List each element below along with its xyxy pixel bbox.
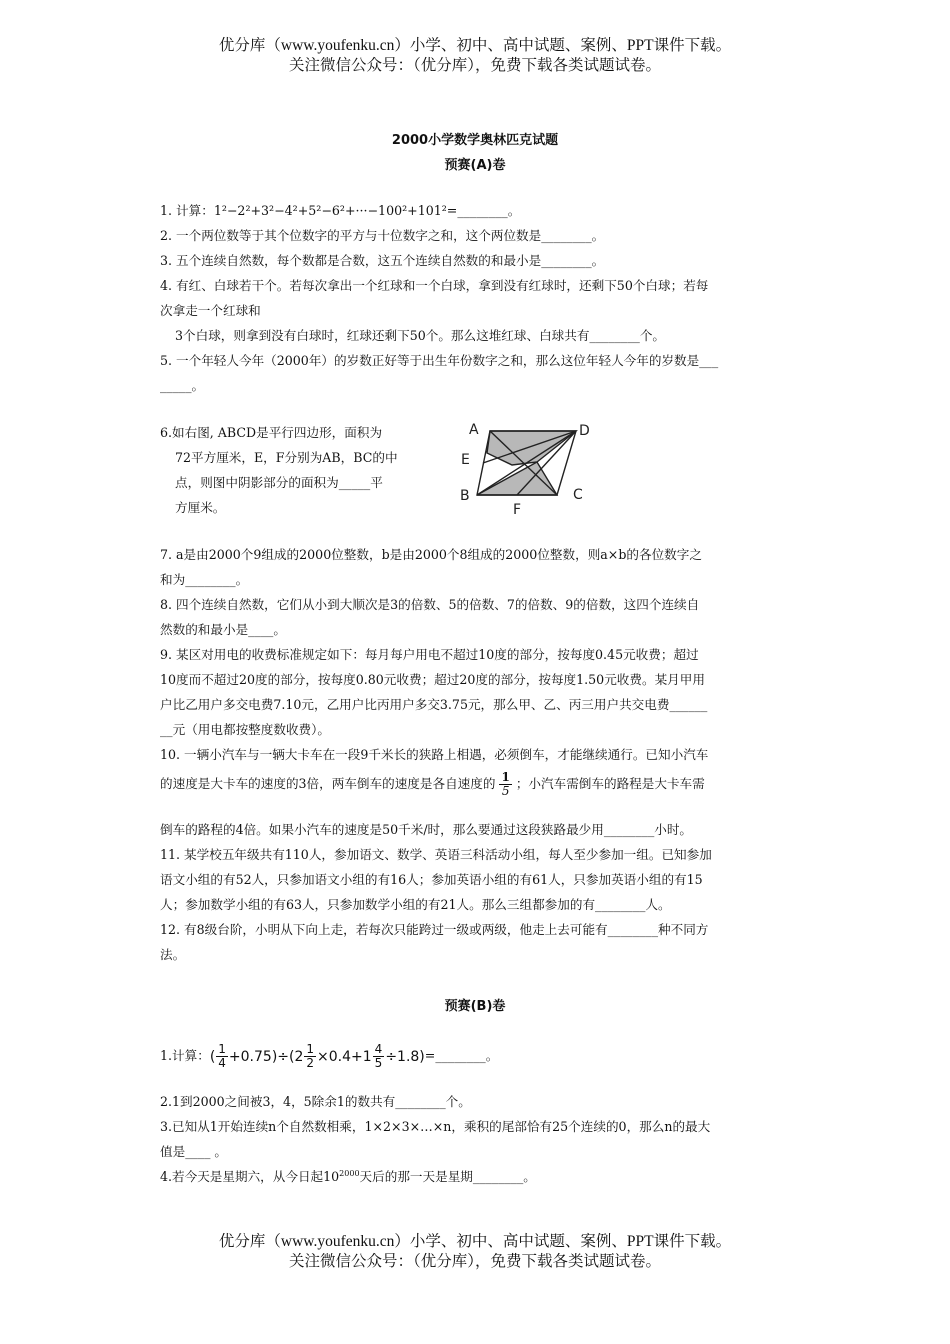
fraction-one-fifth — [499, 771, 511, 798]
label-a: A — [469, 422, 479, 438]
question-a9-line-4: __元（用电都按整度数收费）。 — [160, 722, 331, 737]
fraction-denominator: 5 — [501, 784, 510, 798]
expr-fraction-2-den: 2 — [306, 1056, 315, 1070]
question-a9-line-2: 10度而不超过20度的部分，按每度0.80元收费；超过20度的部分，按每度1.50元收费。某月甲用 — [160, 672, 705, 687]
question-a10-line-2-end: ；小汽车需倒车的路程是大卡车需 — [515, 776, 705, 791]
question-a4-line-3: 3个白球，则拿到没有白球时，红球还剩下50个。那么这堆红球、白球共有________个。 — [175, 328, 666, 343]
question-a12-line-1: 12. 有8级台阶，小明从下向上走，若每次只能跨过一级或两级，他走上去可能有________种不同方 — [160, 922, 709, 937]
question-a6-line-3: 点，则图中阴影部分的面积为_____平 — [175, 475, 383, 490]
label-e: E — [461, 452, 470, 468]
shaded-region-bottom — [477, 462, 557, 495]
expr-fraction-3 — [373, 1043, 385, 1070]
question-a10-line-3: 倒车的路程的4倍。如果小汽车的速度是50千米/时，那么要通过这段狭路最少用________小时。 — [160, 822, 693, 837]
expr-part-3: ÷1.8) — [385, 1048, 425, 1065]
question-a6-line-1: 6.如右图, ABCD是平行四边形，面积为 — [160, 425, 383, 440]
fraction-numerator: 1 — [501, 770, 510, 784]
expr-fraction-2 — [304, 1043, 316, 1070]
expr-part-2: ×0.4+1 — [317, 1048, 372, 1065]
question-a1 — [160, 202, 800, 220]
paper-title: 2000小学数学奥林匹克试题 — [391, 133, 559, 148]
question-a4-line-2: 次拿走一个红球和 — [160, 303, 261, 318]
expr-fraction-2-num: 1 — [306, 1042, 315, 1056]
expr-fraction-3-den: 5 — [374, 1056, 383, 1070]
question-a3: 3. 五个连续自然数，每个数都是合数，这五个连续自然数的和最小是________。 — [160, 253, 605, 268]
expr-fraction-1-den: 4 — [218, 1056, 226, 1070]
question-a10-line-2 — [160, 766, 800, 802]
expr-part-1: +0.75)÷(2 — [228, 1048, 304, 1065]
question-b1-expression — [210, 1041, 425, 1073]
question-b4-exponent: 2000 — [339, 1169, 360, 1178]
header-line-2: 关注微信公众号：（优分库），免费下载各类试题试卷。 — [288, 57, 661, 74]
question-b3-line-2: 值是____ 。 — [160, 1144, 227, 1159]
label-f: F — [513, 502, 522, 518]
question-a9-line-1: 9. 某区对用电的收费标准规定如下：每月每户用电不超过10度的部分，按每度0.45元收费；超过 — [160, 647, 699, 662]
expr-fraction-1 — [216, 1043, 228, 1070]
header-line-1: 优分库（www.youfenku.cn）小学、初中、高中试题、案例、PPT课件下载。 — [218, 37, 732, 54]
question-a7-line-2: 和为________。 — [160, 572, 249, 587]
question-a8-line-1: 8. 四个连续自然数，它们从小到大顺次是3的倍数、5的倍数、7的倍数、9的倍数，这四个连续自 — [160, 597, 700, 612]
question-b1-answer: =________。 — [424, 1048, 499, 1063]
question-a8-line-2: 然数的和最小是____。 — [160, 622, 286, 637]
expr-open-paren: ( — [209, 1048, 216, 1065]
label-d: D — [579, 423, 590, 439]
question-a1-prefix: 1. 计算： — [160, 203, 214, 218]
footer-line-2: 关注微信公众号：（优分库），免费下载各类试题试卷。 — [288, 1253, 661, 1270]
question-a11-line-1: 11. 某学校五年级共有110人，参加语文、数学、英语三科活动小组，每人至少参加一组。已知参加 — [160, 847, 712, 862]
question-a5-line-2: _____。 — [160, 378, 205, 393]
expr-fraction-1-num: 1 — [218, 1042, 226, 1056]
question-b4-start: 4.若今天是星期六，从今日起10 — [160, 1169, 340, 1184]
section-b-title: 预赛(B)卷 — [444, 999, 506, 1014]
question-a5-line-1: 5. 一个年轻人今年（2000年）的岁数正好等于出生年份数字之和，那么这位年轻人今年的岁数是___ — [160, 353, 719, 368]
question-a6-line-4: 方厘米。 — [175, 500, 226, 515]
question-a11-line-2: 语文小组的有52人，只参加语文小组的有16人；参加英语小组的有61人，只参加英语小组的有15 — [160, 872, 703, 887]
question-b3-line-1: 3.已知从1开始连续n个自然数相乘，1×2×3×…×n，乘积的尾部恰有25个连续的0，那么n的最大 — [160, 1119, 711, 1134]
question-a1-expression: 1²−2²+3²−4²+5²−6²+···−100²+101²=________。 — [213, 203, 521, 218]
question-a6-line-2: 72平方厘米，E，F分别为AB，BC的中 — [175, 450, 398, 465]
parallelogram-figure — [455, 418, 595, 518]
question-a12-line-2: 法。 — [160, 947, 186, 962]
label-c: C — [573, 487, 583, 503]
question-a10-line-1: 10. 一辆小汽车与一辆大卡车在一段9千米长的狭路上相遇，必须倒车，才能继续通行。已知小汽车 — [160, 747, 709, 762]
question-b1-prefix: 1.计算： — [160, 1048, 210, 1063]
section-a-title: 预赛(A)卷 — [444, 158, 506, 173]
question-b1 — [160, 1040, 800, 1072]
expr-fraction-3-num: 4 — [374, 1042, 383, 1056]
question-a9-line-3: 户比乙用户多交电费7.10元，乙用户比丙用户多交3.75元，那么甲、乙、丙三用户共交电费______ — [160, 697, 708, 712]
footer-line-1: 优分库（www.youfenku.cn）小学、初中、高中试题、案例、PPT课件下载。 — [218, 1233, 732, 1250]
question-a2: 2. 一个两位数等于其个位数字的平方与十位数字之和，这个两位数是________。 — [160, 228, 605, 243]
question-a4-line-1: 4. 有红、白球若干个。若每次拿出一个红球和一个白球，拿到没有红球时，还剩下50个白球；若每 — [160, 278, 709, 293]
question-a11-line-3: 人；参加数学小组的有63人，只参加数学小组的有21人。那么三组都参加的有________人。 — [160, 897, 671, 912]
question-b2: 2.1到2000之间被3，4，5除余1的数共有________个。 — [160, 1094, 471, 1109]
label-b: B — [460, 488, 470, 504]
question-b4-end: 天后的那一天是星期________。 — [359, 1169, 536, 1184]
question-a10-line-2-start: 的速度是大卡车的速度的3倍，两车倒车的速度是各自速度的 — [160, 776, 496, 791]
question-a7-line-1: 7. a是由2000个9组成的2000位整数，b是由2000个8组成的2000位整数，则a×b的各位数字之 — [160, 547, 702, 562]
question-b4 — [160, 1168, 800, 1186]
